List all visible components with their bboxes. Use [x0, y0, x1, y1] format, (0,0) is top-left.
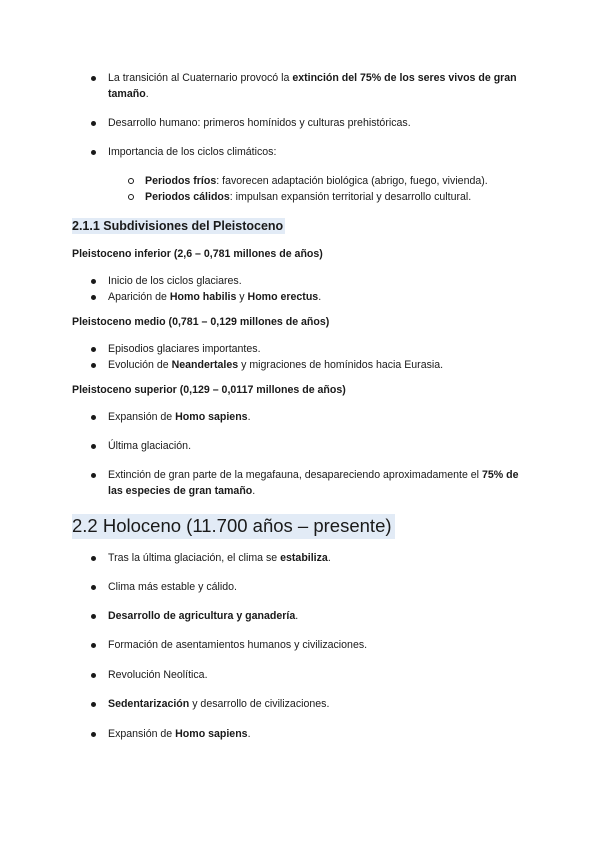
bullet-icon: [91, 363, 96, 368]
list-item: Episodios glaciares importantes.: [0, 341, 600, 357]
list-item: Expansión de Homo sapiens.: [0, 409, 600, 425]
bullet-icon: [91, 444, 96, 449]
list-item: Expansión de Homo sapiens.: [0, 726, 600, 742]
list-item: La transición al Cuaternario provocó la extinción del 75% de los seres vivos de gran tamaño.: [0, 70, 600, 102]
list-item: Aparición de Homo habilis y Homo erectus.: [0, 289, 600, 305]
sub-list-item: Periodos fríos: favorecen adaptación biológica (abrigo, fuego, vivienda).: [0, 173, 600, 189]
bullet-icon: [91, 121, 96, 126]
bullet-icon: [91, 732, 96, 737]
list-item: Importancia de los ciclos climáticos:: [0, 144, 600, 160]
bullet-icon: [91, 673, 96, 678]
subsection-title: Pleistoceno medio (0,781 – 0,129 millones de años): [72, 316, 330, 328]
bullet-icon: [91, 643, 96, 648]
bullet-icon: [91, 614, 96, 619]
subsection-title: Pleistoceno inferior (2,6 – 0,781 millones de años): [72, 248, 323, 260]
bullet-icon: [91, 585, 96, 590]
list-item: Revolución Neolítica.: [0, 667, 600, 683]
list-item: Formación de asentamientos humanos y civilizaciones.: [0, 637, 600, 653]
sub-list-item: Periodos cálidos: impulsan expansión territorial y desarrollo cultural.: [0, 189, 600, 205]
list-item: Tras la última glaciación, el clima se estabiliza.: [0, 550, 600, 566]
list-item: Inicio de los ciclos glaciares.: [0, 273, 600, 289]
list-item: Evolución de Neandertales y migraciones de homínidos hacia Eurasia.: [0, 357, 600, 373]
list-item: Desarrollo de agricultura y ganadería.: [0, 608, 600, 624]
bullet-icon: [91, 415, 96, 420]
bullet-icon: [91, 556, 96, 561]
bullet-icon: [91, 279, 96, 284]
bullet-icon: [91, 150, 96, 155]
section-heading: 2.1.1 Subdivisiones del Pleistoceno: [72, 219, 284, 233]
bullet-icon: [91, 702, 96, 707]
bullet-icon: [91, 295, 96, 300]
list-item: Sedentarización y desarrollo de civilizaciones.: [0, 696, 600, 712]
hollow-bullet-icon: [128, 194, 134, 200]
list-item: Extinción de gran parte de la megafauna, desapareciendo aproximadamente el 75% de las especies de gran tamaño.: [0, 467, 600, 499]
section-heading: 2.2 Holoceno (11.700 años – presente): [72, 514, 395, 539]
list-item: Clima más estable y cálido.: [0, 579, 600, 595]
bullet-icon: [91, 76, 96, 81]
bullet-icon: [91, 473, 96, 478]
list-item: Última glaciación.: [0, 438, 600, 454]
list-item: Desarrollo humano: primeros homínidos y culturas prehistóricas.: [0, 115, 600, 131]
subsection-title: Pleistoceno superior (0,129 – 0,0117 millones de años): [72, 384, 346, 396]
bullet-icon: [91, 347, 96, 352]
hollow-bullet-icon: [128, 178, 134, 184]
